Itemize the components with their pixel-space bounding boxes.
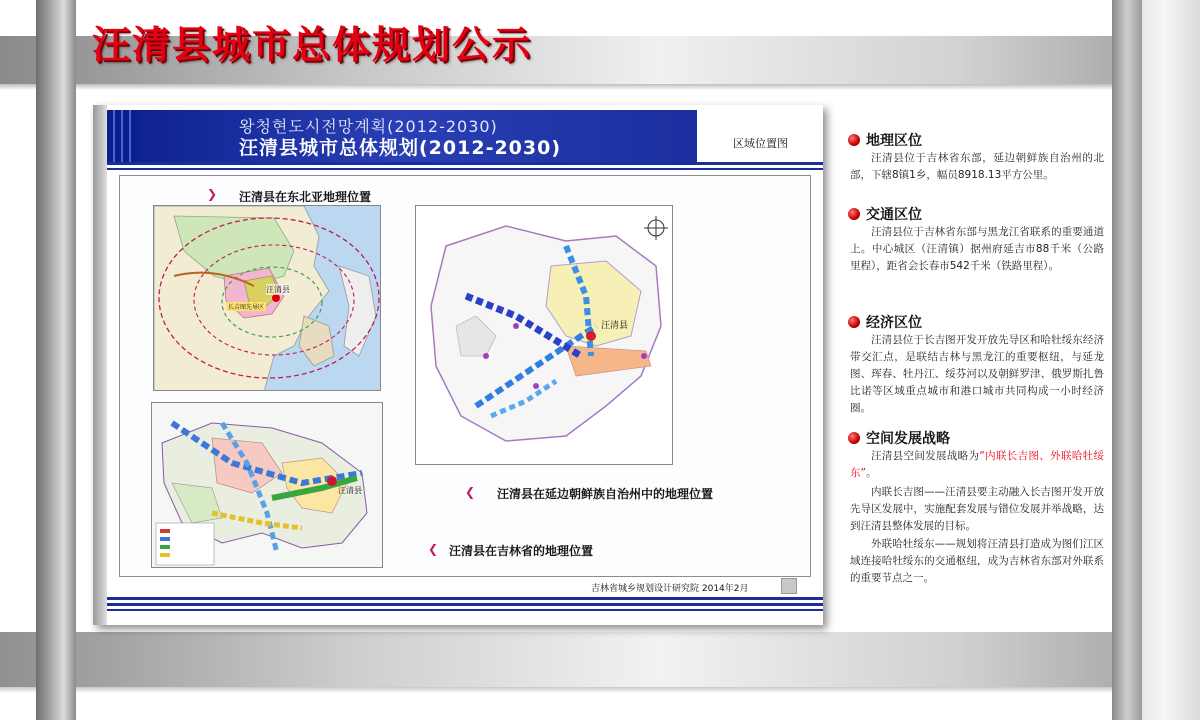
strategy-prefix: 汪清县空间发展战略为: [871, 450, 980, 462]
paragraph-strategy-summary: [850, 448, 1104, 482]
caption-yanbian: 汪清县在延边朝鲜族自治州中的地理位置: [497, 487, 714, 501]
caption-marker-icon: ❯: [207, 187, 218, 201]
board-rule-top: [107, 162, 823, 172]
paragraph-strategy-inner: 内联长吉图——汪清县要主动融入长吉图开发开放先导区发展中，实施配套发展与错位发展并举战略，达到汪清县整体发展的目标。: [850, 486, 1104, 532]
board-edge: [93, 105, 107, 625]
right-pillar-dark: [1112, 0, 1142, 720]
yb-county-label: 汪清县: [601, 321, 629, 331]
heading-text: 地理区位: [866, 133, 922, 149]
heading-text: 空间发展战略: [866, 431, 950, 447]
heading-text: 交通区位: [866, 207, 922, 223]
map-jilin[interactable]: [151, 402, 383, 568]
heading-traffic: [848, 204, 922, 224]
red-dot-icon: [848, 316, 860, 328]
banner-chinese-title: 汪清县城市总体规划(2012-2030): [239, 137, 562, 159]
yanbian-map-graphic: [416, 206, 673, 465]
left-pillar: [36, 0, 76, 720]
heading-geography: [848, 130, 922, 150]
paragraph-geography: 汪清县位于吉林省东部，延边朝鲜族自治州的北部，下辖8镇1乡，幅员8918.13平方公里。: [850, 152, 1104, 181]
page-title: 汪清县城市总体规划公示: [92, 23, 533, 67]
banner-stripes: [107, 110, 137, 162]
banner-korean-title: 왕청현도시전망계획(2012-2030): [239, 117, 498, 136]
heading-text: 经济区位: [866, 315, 922, 331]
red-dot-icon: [848, 134, 860, 146]
right-pillar-light: [1142, 0, 1200, 720]
map-northeast-asia[interactable]: [153, 205, 381, 391]
paragraph-economy: 汪清县位于长吉图开发开放先导区和哈牡绥东经济带交汇点，是联结吉林与黑龙江的重要枢纽，与延龙图、珲春、牡丹江、绥芬河以及朝鲜罗津、俄罗斯扎鲁比诺等区域重点城市和港口城市共同构成一小时经济圈。: [850, 334, 1104, 414]
footer-band-shadow: [0, 687, 1200, 693]
paragraph-traffic: 汪清县位于吉林省东部与黑龙江省联系的重要通道上。中心城区（汪清镇）据州府延吉市88千米（公路里程），距省会长春市542千米（铁路里程）。: [850, 226, 1104, 272]
red-dot-icon: [848, 432, 860, 444]
section-label: 区域位置图: [733, 137, 788, 150]
jl-county-label: 汪清县: [338, 486, 362, 495]
northeast-asia-map-graphic: [154, 206, 381, 391]
caption-marker-icon: ❮: [465, 485, 476, 499]
caption-jilin: 汪清县在吉林省的地理位置: [449, 544, 594, 558]
ne-county-label: 汪清县: [266, 285, 290, 294]
board-footer: 吉林省城乡规划设计研究院 2014年2月: [591, 584, 749, 594]
board-rule-bottom: [107, 597, 823, 613]
red-dot-icon: [848, 208, 860, 220]
caption-marker-icon: ❮: [428, 542, 439, 556]
heading-economy: [848, 312, 922, 332]
poster-banner: [107, 110, 697, 162]
paragraph-strategy-outer: 外联哈牡绥东——规划将汪清县打造成为图们江区域连接哈牡绥东的交通枢纽，成为吉林省东部对外联系的重要节点之一。: [850, 538, 1104, 584]
footer-band: [0, 632, 1200, 687]
poster-board: [93, 105, 823, 625]
heading-strategy: [848, 428, 950, 448]
header-band-shadow: [0, 84, 1200, 90]
ne-zone-label: 长吉图先导区: [228, 304, 265, 311]
caption-northeast-asia: 汪清县在东北亚地理位置: [239, 190, 372, 204]
map-yanbian[interactable]: [415, 205, 673, 465]
strategy-suffix: 。: [865, 467, 877, 479]
board-footer-box: [781, 578, 797, 594]
strategy-highlight: “内联长吉图、外联哈牡绥东”: [850, 450, 1104, 479]
